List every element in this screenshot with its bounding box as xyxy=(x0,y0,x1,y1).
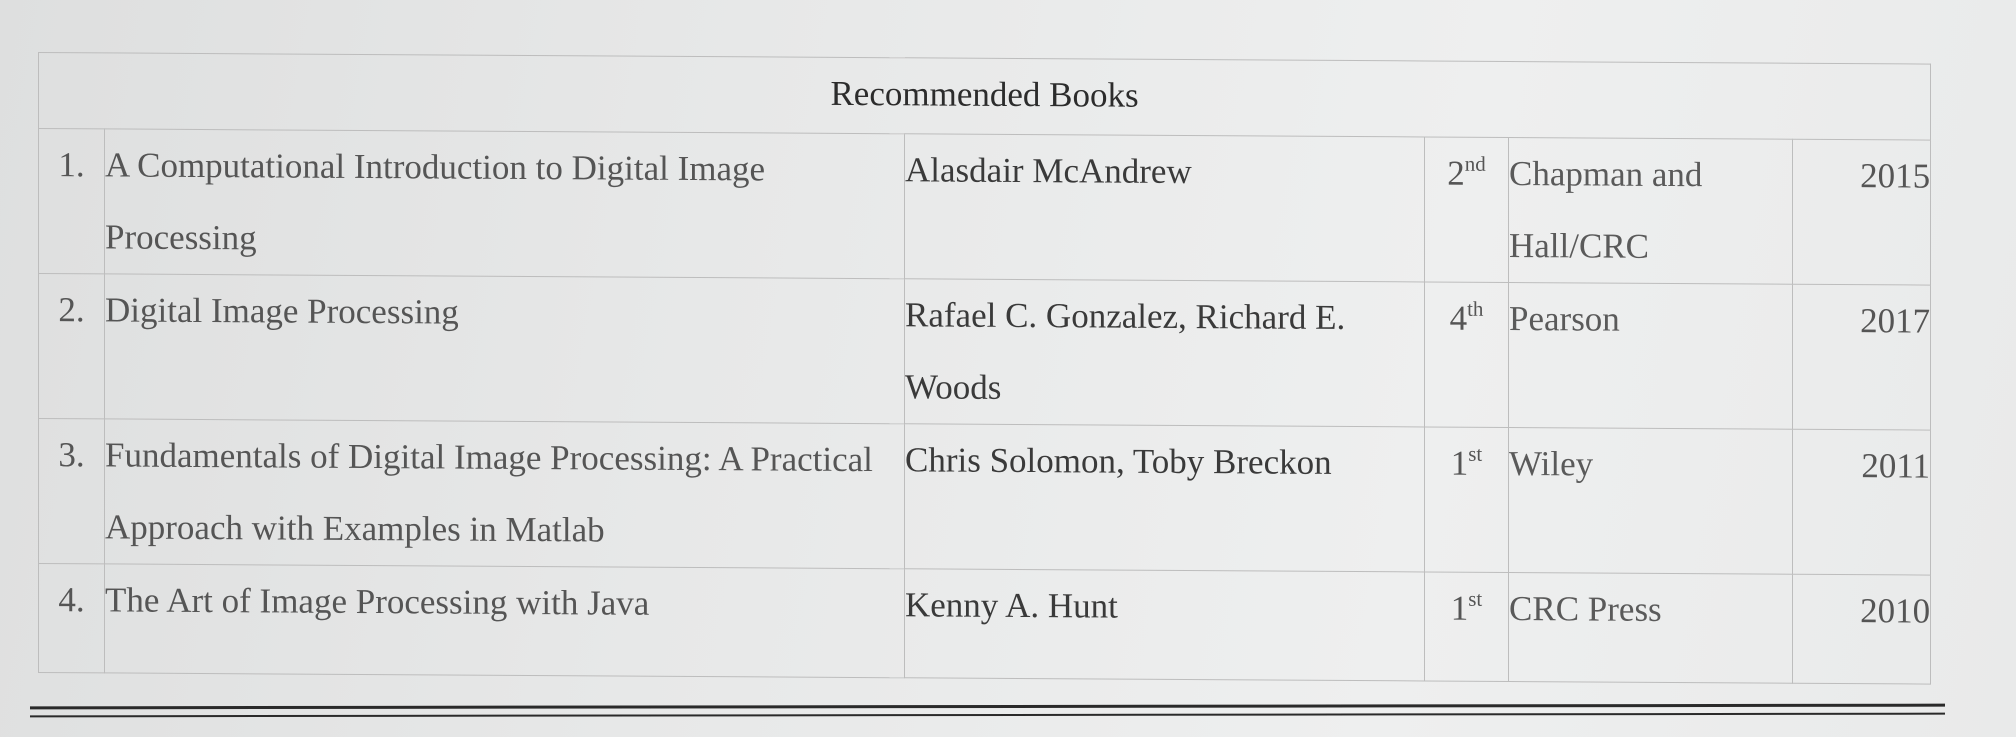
book-title: Digital Image Processing xyxy=(105,274,905,424)
footer-rule-thin xyxy=(30,713,1945,718)
book-year: 2011 xyxy=(1793,429,1931,575)
book-title: Fundamentals of Digital Image Processing: A Practical Approach with Examples in Matlab xyxy=(105,419,905,569)
book-year: 2017 xyxy=(1793,284,1931,430)
book-title: A Computational Introduction to Digital Image Processing xyxy=(105,129,905,279)
book-publisher: CRC Press xyxy=(1509,572,1793,683)
table-row xyxy=(39,129,1931,286)
book-author: Rafael C. Gonzalez, Richard E. Woods xyxy=(905,279,1425,427)
book-edition: 4th xyxy=(1425,282,1509,428)
row-number: 1. xyxy=(39,129,105,274)
footer-rule-thick xyxy=(30,704,1945,710)
table-row xyxy=(39,564,1931,685)
row-number: 2. xyxy=(39,274,105,419)
table-row xyxy=(39,419,1931,576)
book-edition: 1st xyxy=(1425,572,1509,682)
book-year: 2010 xyxy=(1793,574,1931,684)
book-publisher: Pearson xyxy=(1509,282,1793,429)
book-publisher: Chapman and Hall/CRC xyxy=(1509,137,1793,284)
book-author: Chris Solomon, Toby Breckon xyxy=(905,424,1425,572)
book-edition: 2nd xyxy=(1425,137,1509,283)
table-caption-row xyxy=(39,53,1931,141)
table-caption: Recommended Books xyxy=(39,53,1931,141)
book-author: Alasdair McAndrew xyxy=(905,134,1425,282)
book-year: 2015 xyxy=(1793,139,1931,285)
book-title: The Art of Image Processing with Java xyxy=(105,564,905,678)
book-author: Kenny A. Hunt xyxy=(905,569,1425,681)
table-row xyxy=(39,274,1931,431)
row-number: 4. xyxy=(39,564,105,673)
row-number: 3. xyxy=(39,419,105,564)
recommended-books-table xyxy=(38,52,1931,685)
book-publisher: Wiley xyxy=(1509,427,1793,574)
book-edition: 1st xyxy=(1425,427,1509,573)
